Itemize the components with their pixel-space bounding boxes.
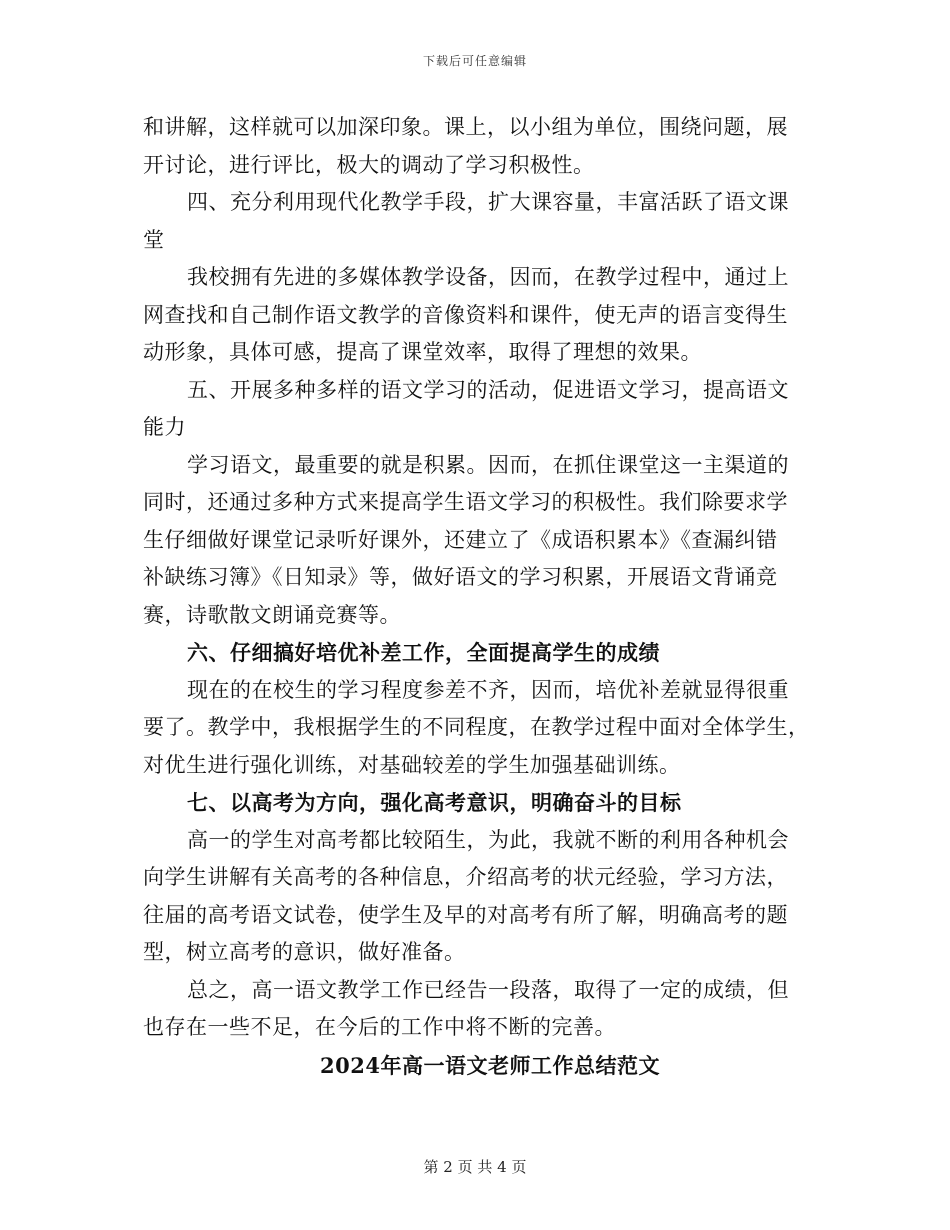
paragraph-line: 总之，高一语文教学工作已经告一段落，取得了一定的成绩，但 (187, 977, 789, 1002)
paragraph-line: 生仔细做好课堂记录听好课外，还建立了《成语积累本》《查漏纠错 (143, 527, 778, 552)
paragraph-line: 现在的在校生的学习程度参差不齐，因而，培优补差就显得很重 (187, 677, 789, 702)
page-header: 下载后可任意编辑 (422, 54, 527, 68)
paragraph-line: 学习语文，最重要的就是积累。因而，在抓住课堂这一主渠道的 (187, 452, 789, 477)
section-heading-4: 四、充分利用现代化教学手段，扩大课容量，丰富活跃了语文课 (187, 190, 789, 214)
paragraph-line: 高一的学生对高考都比较陌生，为此，我就不断的利用各种机会 (187, 827, 789, 852)
paragraph-line: 动形象，具体可感，提高了课堂效率，取得了理想的效果。 (143, 340, 702, 364)
paragraph-line: 同时，还通过多种方式来提高学生语文学习的积极性。我们除要求学 (143, 490, 788, 514)
paragraph-line: 向学生讲解有关高考的各种信息，介绍高考的状元经验，学习方法， (143, 865, 788, 889)
paragraph-line: 开讨论，进行评比，极大的调动了学习积极性。 (143, 152, 595, 177)
section-heading-7: 七、以高考为方向，强化高考意识，明确奋斗的目标 (187, 790, 682, 815)
section-heading-4-cont: 堂 (143, 227, 165, 252)
paragraph-line: 也存在一些不足，在今后的工作中将不断的完善。 (143, 1015, 616, 1039)
section-heading-5: 五、开展多种多样的语文学习的活动，促进语文学习，提高语文 (187, 377, 789, 402)
section-heading-6: 六、仔细搞好培优补差工作，全面提高学生的成绩 (187, 640, 660, 665)
section-heading-5-cont: 能力 (143, 415, 186, 439)
document-body (143, 109, 810, 1084)
paragraph-line: 和讲解，这样就可以加深印象。课上，以小组为单位，围绕问题，展 (143, 115, 788, 139)
paragraph-line: 要了。教学中，我根据学生的不同程度，在教学过程中面对全体学生， (143, 715, 810, 739)
page-number: 第 2 页 共 4 页 (423, 1158, 527, 1176)
paragraph-line: 我校拥有先进的多媒体教学设备，因而，在教学过程中，通过上 (187, 265, 789, 289)
paragraph-line: 赛，诗歌散文朗诵竞赛等。 (143, 602, 401, 627)
paragraph-line: 补缺练习簿》《日知录》等，做好语文的学习积累，开展语文背诵竞 (143, 565, 778, 589)
document-title: 2024年高一语文老师工作总结范文 (320, 1052, 660, 1078)
paragraph-line: 型，树立高考的意识，做好准备。 (143, 940, 466, 964)
paragraph-line: 网查找和自己制作语文教学的音像资料和课件，使无声的语言变得生 (143, 302, 788, 327)
paragraph-line: 往届的高考语文试卷，使学生及早的对高考有所了解，明确高考的题 (143, 902, 788, 927)
paragraph-line: 对优生进行强化训练，对基础较差的学生加强基础训练。 (143, 752, 681, 777)
